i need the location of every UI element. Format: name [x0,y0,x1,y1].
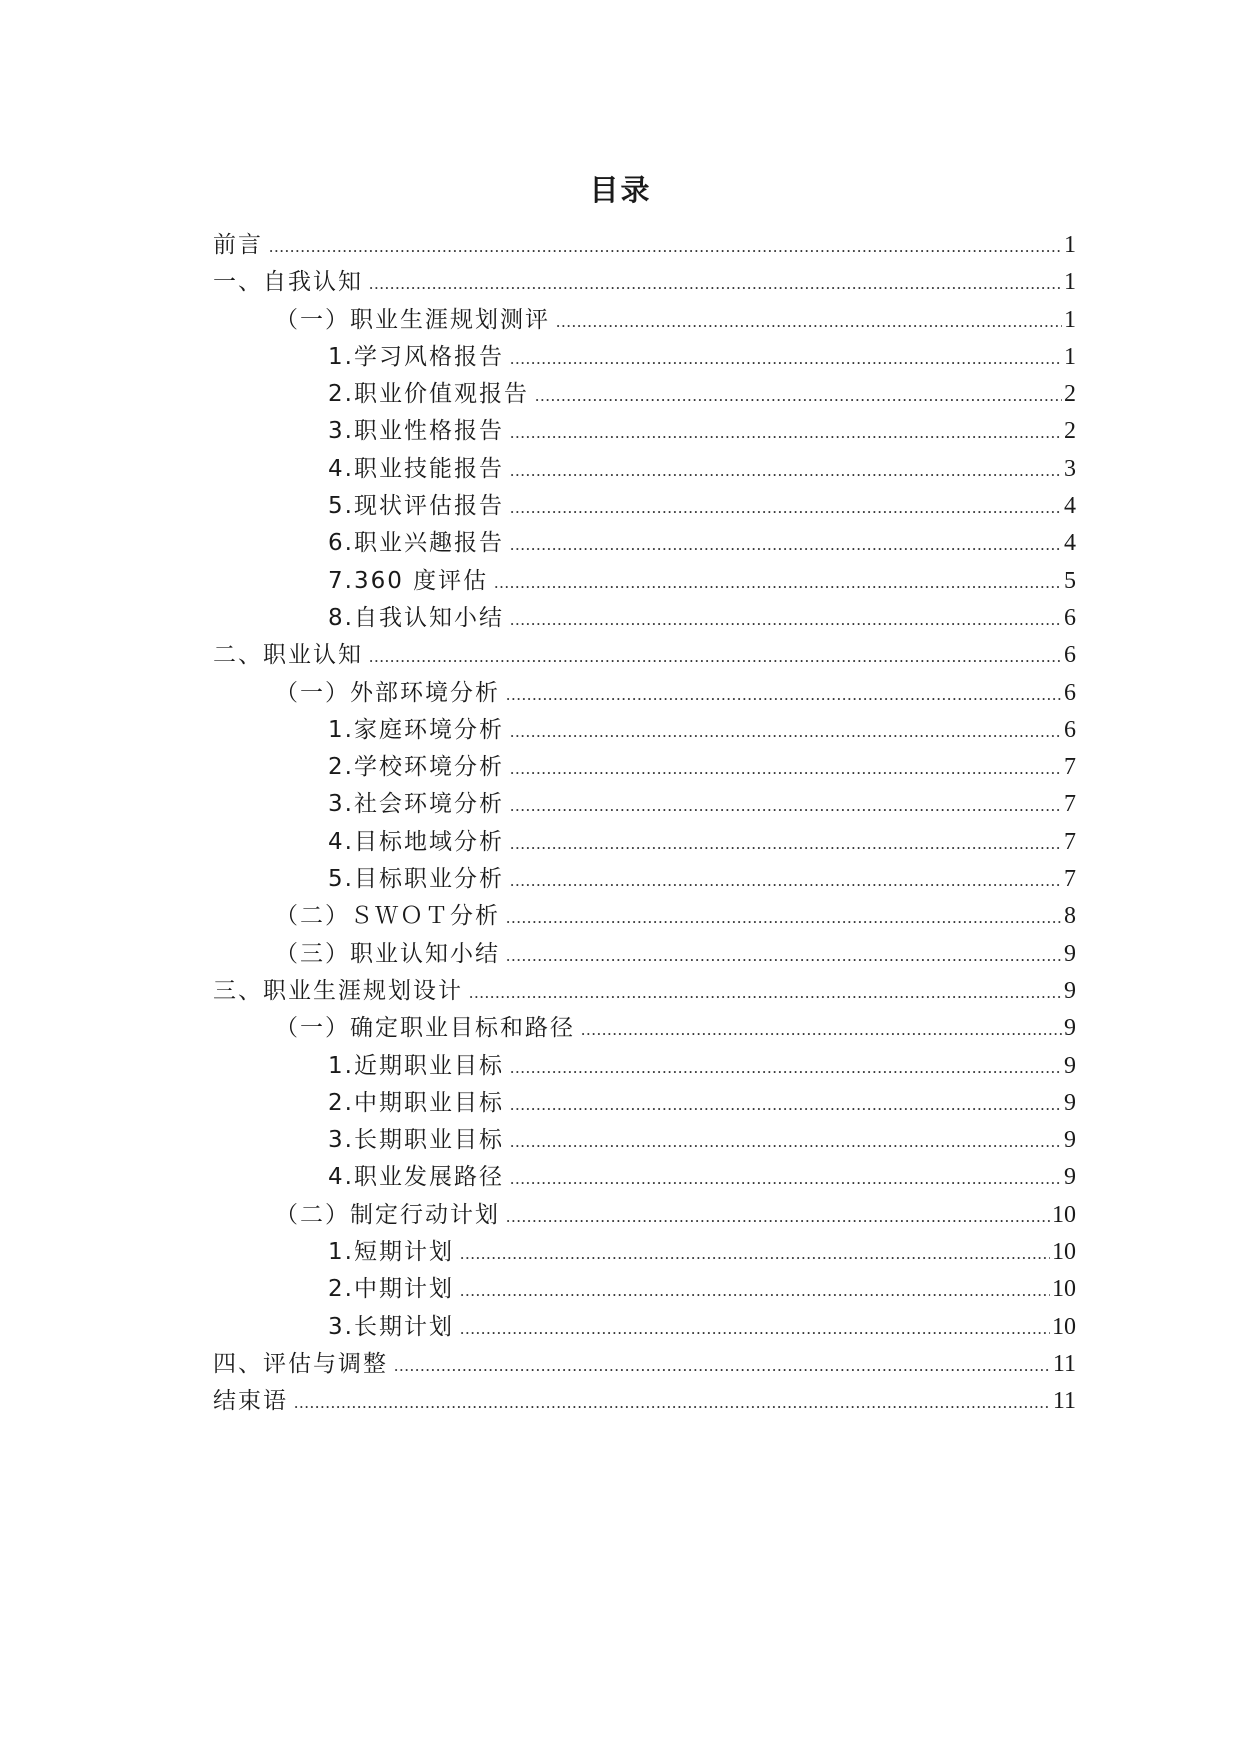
toc-dot-leader [460,1310,1050,1347]
toc-entry-label: 1.家庭环境分析 [328,716,504,743]
toc-dot-leader [510,1123,1062,1160]
toc-entry-label: （一）确定职业目标和路径 [275,1015,575,1042]
toc-entry-label: 7.360 度评估 [328,567,489,594]
toc-page-number: 6 [1064,679,1076,706]
toc-entry-label: 2.职业价值观报告 [328,381,529,408]
toc-page-number: 11 [1052,1350,1076,1377]
toc-page-number: 9 [1064,940,1076,967]
toc-entry[interactable] [213,1122,1076,1159]
toc-page-number: 1 [1064,343,1076,370]
toc-dot-leader [460,1235,1050,1272]
toc-page-number: 7 [1064,866,1076,893]
toc-entry-label: 4.职业技能报告 [328,455,504,482]
toc-dot-leader [506,1198,1050,1235]
toc-dot-leader [510,1086,1062,1123]
toc-entry-label: （二）制定行动计划 [275,1201,500,1228]
toc-title: 目录 [589,173,652,207]
toc-entry[interactable] [213,712,1076,749]
toc-entry-label: 2.中期计划 [328,1276,454,1303]
toc-entry-label: 一、自我认知 [213,269,363,296]
toc-entry-label: 四、评估与调整 [213,1350,388,1377]
toc-dot-leader [369,265,1062,302]
toc-page-number: 1 [1064,232,1076,258]
toc-entry-label: （二）ＳＷＯＴ分析 [275,903,500,930]
toc-entry[interactable] [213,376,1076,413]
toc-entry-label: 3.长期计划 [328,1313,454,1340]
toc-entry[interactable] [213,413,1076,450]
toc-entry[interactable] [213,339,1076,376]
toc-page-number: 8 [1064,903,1076,930]
toc-entry[interactable] [213,1309,1076,1346]
toc-entry[interactable] [213,675,1076,712]
toc-dot-leader [294,1384,1051,1421]
toc-entry[interactable] [213,1271,1076,1308]
toc-page-number: 11 [1052,1388,1076,1415]
toc-dot-leader [510,750,1062,787]
toc-page-number: 2 [1064,381,1076,408]
toc-entry-label: 结束语 [213,1388,288,1415]
toc-entry[interactable] [213,264,1076,301]
toc-entry[interactable] [213,861,1076,898]
toc-page-number: 10 [1052,1276,1076,1303]
toc-entry-label: 3.社会环境分析 [328,791,504,818]
toc-entry[interactable] [213,451,1076,488]
toc-entry-label: 3.长期职业目标 [328,1127,504,1154]
toc-entry-label: 5.现状评估报告 [328,493,504,520]
toc-entry-label: 4.职业发展路径 [328,1164,504,1191]
toc-entry-label: 6.职业兴趣报告 [328,530,504,557]
toc-page-number: 6 [1064,604,1076,631]
toc-entry-label: 1.短期计划 [328,1239,454,1266]
toc-page-number: 4 [1064,493,1076,520]
toc-dot-leader [510,452,1062,489]
table-of-contents [213,227,1076,1421]
toc-dot-leader [369,638,1062,675]
toc-dot-leader [269,228,1062,265]
toc-dot-leader [535,377,1062,414]
toc-entry-label: 三、职业生涯规划设计 [213,977,463,1004]
toc-dot-leader [506,899,1062,936]
toc-dot-leader [510,1049,1062,1086]
toc-dot-leader [394,1347,1051,1384]
toc-entry-label: 2.学校环境分析 [328,754,504,781]
toc-page-number: 9 [1064,1164,1076,1191]
toc-page-number: 10 [1052,1201,1076,1228]
toc-entry[interactable] [213,1197,1076,1234]
toc-dot-leader [494,564,1062,601]
toc-dot-leader [510,713,1062,750]
toc-entry[interactable] [213,824,1076,861]
toc-entry[interactable] [213,1085,1076,1122]
toc-page-number: 6 [1064,716,1076,743]
toc-dot-leader [510,825,1062,862]
toc-page-number: 10 [1052,1239,1076,1266]
toc-page-number: 2 [1064,418,1076,445]
toc-entry-label: 前言 [213,232,263,258]
toc-entry-label: （一）外部环境分析 [275,679,500,706]
toc-entry-label: 8.自我认知小结 [328,604,504,631]
toc-entry-label: 1.近期职业目标 [328,1052,504,1079]
toc-entry[interactable] [213,563,1076,600]
toc-page-number: 9 [1064,977,1076,1004]
toc-dot-leader [510,1160,1062,1197]
toc-entry[interactable] [213,1159,1076,1196]
toc-page-number: 9 [1064,1127,1076,1154]
toc-entry[interactable] [213,786,1076,823]
toc-entry[interactable] [213,1234,1076,1271]
toc-dot-leader [510,526,1062,563]
toc-dot-leader [506,676,1062,713]
toc-entry[interactable] [213,302,1076,339]
toc-page-number: 1 [1064,306,1076,333]
toc-dot-leader [556,303,1062,340]
toc-entry-label: 3.职业性格报告 [328,418,504,445]
toc-page-number: 6 [1064,642,1076,669]
toc-entry[interactable] [213,1048,1076,1085]
toc-dot-leader [510,787,1062,824]
toc-dot-leader [510,489,1062,526]
toc-page-number: 4 [1064,530,1076,557]
toc-dot-leader [581,1011,1062,1048]
toc-page-number: 9 [1064,1052,1076,1079]
toc-entry[interactable] [213,600,1076,637]
toc-entry-label: 1.学习风格报告 [328,343,504,370]
toc-page-number: 7 [1064,754,1076,781]
toc-entry[interactable] [213,1383,1076,1420]
toc-entry[interactable] [213,936,1076,973]
toc-page-number: 7 [1064,828,1076,855]
toc-dot-leader [506,937,1062,974]
toc-page-number: 9 [1064,1089,1076,1116]
toc-dot-leader [510,414,1062,451]
toc-entry[interactable] [213,488,1076,525]
toc-page-number: 7 [1064,791,1076,818]
toc-page-number: 3 [1064,455,1076,482]
toc-dot-leader [510,601,1062,638]
toc-page-number: 10 [1052,1313,1076,1340]
toc-page-number: 1 [1064,269,1076,296]
toc-entry[interactable] [213,227,1076,264]
toc-dot-leader [460,1272,1050,1309]
toc-dot-leader [510,340,1062,377]
toc-entry-label: 4.目标地域分析 [328,828,504,855]
toc-entry[interactable] [213,1010,1076,1047]
toc-entry[interactable] [213,1346,1076,1383]
toc-entry[interactable] [213,749,1076,786]
toc-entry-label: 2.中期职业目标 [328,1089,504,1116]
toc-entry-label: 5.目标职业分析 [328,866,504,893]
toc-entry-label: （一）职业生涯规划测评 [275,306,550,333]
toc-dot-leader [510,862,1062,899]
toc-entry[interactable] [213,525,1076,562]
toc-dot-leader [469,974,1062,1011]
toc-entry-label: 二、职业认知 [213,642,363,669]
toc-page-number: 5 [1064,567,1076,594]
toc-entry[interactable] [213,973,1076,1010]
toc-entry[interactable] [213,637,1076,674]
toc-page-number: 9 [1064,1015,1076,1042]
toc-entry[interactable] [213,898,1076,935]
toc-entry-label: （三）职业认知小结 [275,940,500,967]
